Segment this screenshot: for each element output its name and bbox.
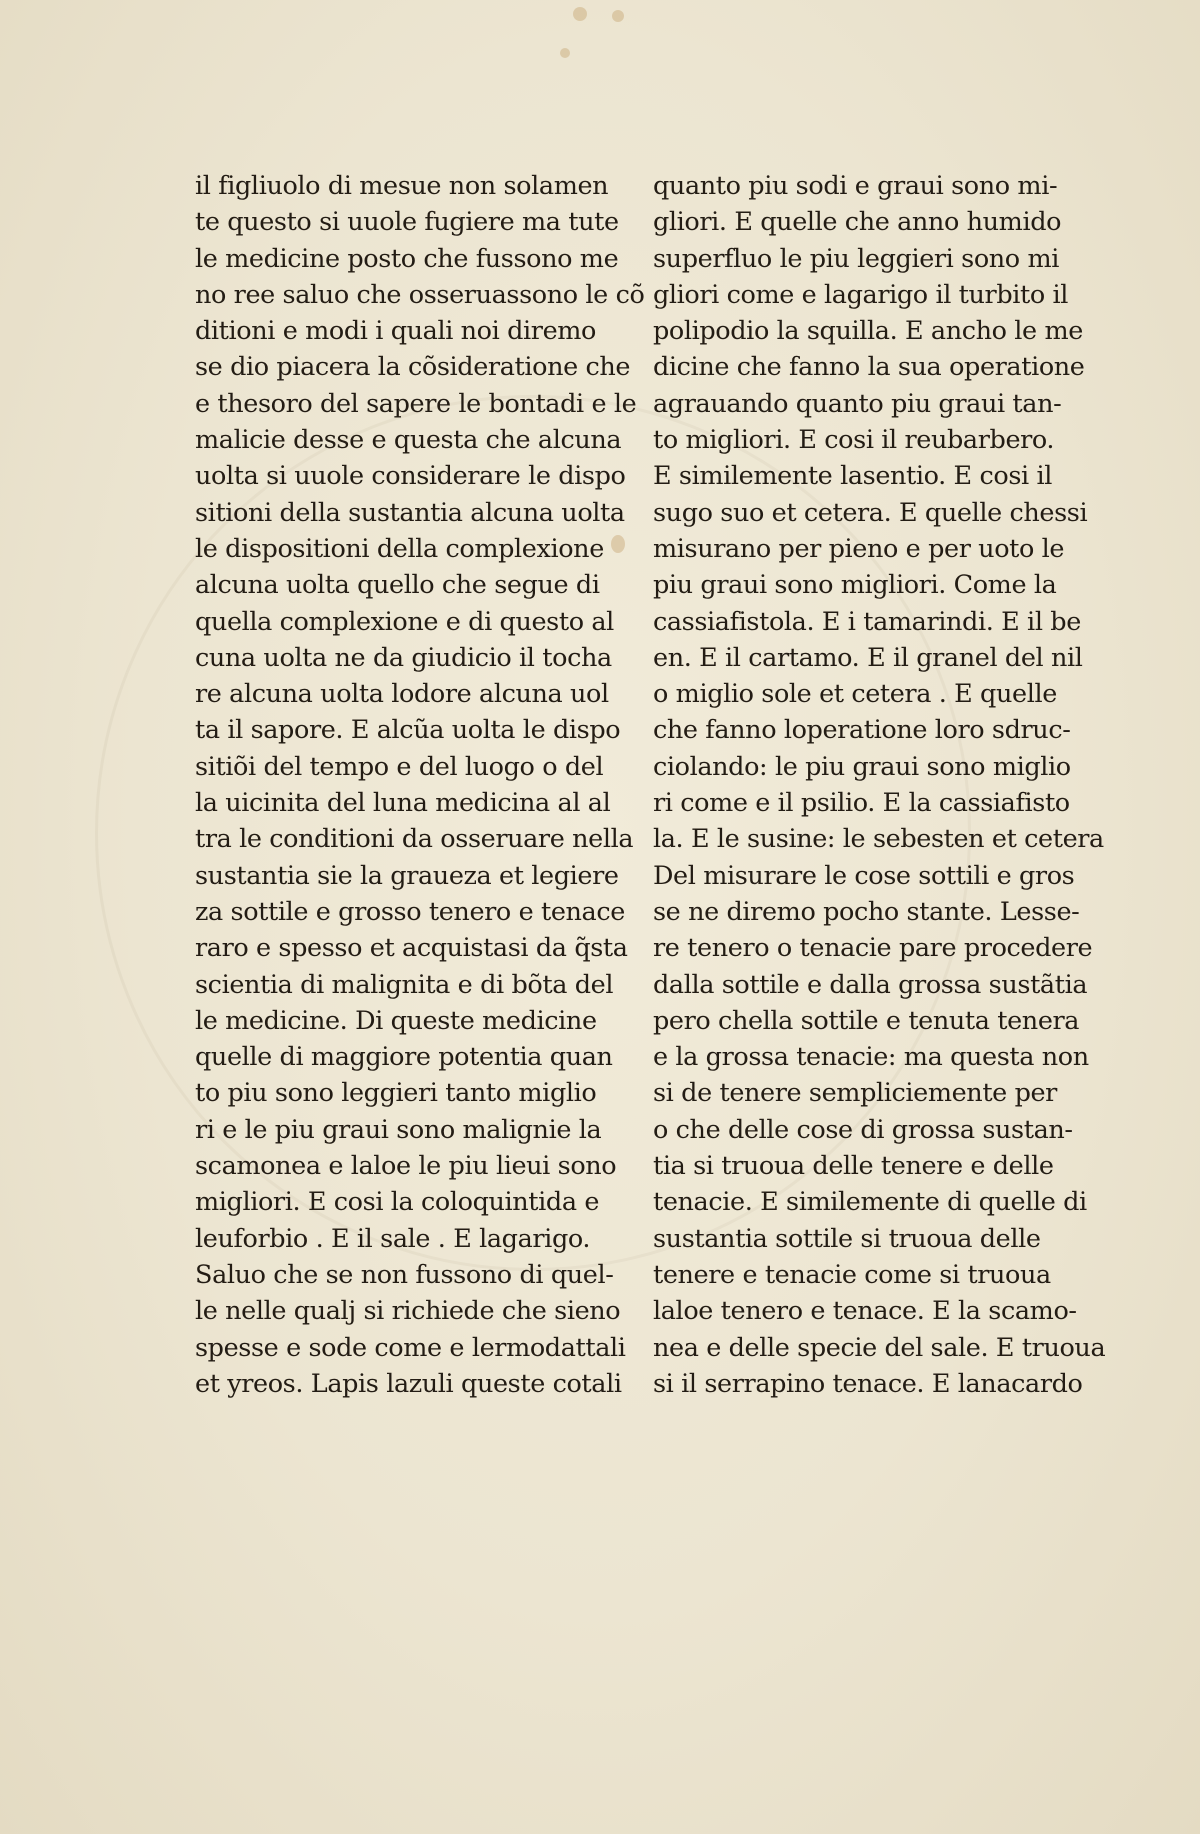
text-line: le dispositioni della complexione	[195, 533, 604, 564]
text-line: sugo suo et cetera. E quelle chessi	[653, 497, 1088, 528]
text-line: Saluo che se non fussono di quel-	[195, 1259, 614, 1290]
paper-stain	[560, 48, 570, 58]
text-line: gliori come e lagarigo il turbito il	[653, 279, 1069, 310]
paper-stain	[573, 7, 587, 21]
text-line: la. E le susine: le sebesten et cetera	[653, 824, 1104, 855]
text-line: la uicinita del luna medicina al al	[195, 788, 611, 819]
text-line: polipodio la squilla. E ancho le me	[653, 316, 1083, 347]
text-line: le nelle qualj si richiede che sieno	[195, 1296, 621, 1327]
text-line: malicie desse e questa che alcuna	[195, 425, 622, 456]
text-line: ta il sapore. E alcũa uolta le dispo	[195, 715, 621, 746]
text-line: cuna uolta ne da giudicio il tocha	[195, 642, 612, 673]
text-line: si de tenere sempliciemente per	[653, 1078, 1057, 1109]
text-line: superfluo le piu leggieri sono mi	[653, 243, 1059, 274]
paper-stain	[611, 535, 625, 553]
text-line: scientia di malignita e di bõta del	[195, 969, 614, 1000]
text-line: tenere e tenacie come si truoua	[653, 1259, 1051, 1290]
text-line: sustantia sottile si truoua delle	[653, 1223, 1041, 1254]
text-line: ri come e il psilio. E la cassiafisto	[653, 788, 1070, 819]
text-line: o miglio sole et cetera . E quelle	[653, 679, 1057, 710]
text-line: leuforbio . E il sale . E lagarigo.	[195, 1223, 591, 1254]
text-line: Del misurare le cose sottili e gros	[653, 860, 1075, 891]
text-line: e la grossa tenacie: ma questa non	[653, 1042, 1089, 1073]
right-text-column	[653, 168, 1106, 1402]
text-line: alcuna uolta quello che segue di	[195, 570, 600, 601]
text-line: o che delle cose di grossa sustan-	[653, 1114, 1073, 1145]
text-line: za sottile e grosso tenero e tenace	[195, 896, 625, 927]
text-line: gliori. E quelle che anno humido	[653, 207, 1062, 238]
text-line: no ree saluo che osseruassono le cõ	[195, 279, 645, 310]
text-line: e thesoro del sapere le bontadi e le	[195, 388, 637, 419]
text-line: cassiafistola. E i tamarindi. E il be	[653, 606, 1081, 637]
text-line: tia si truoua delle tenere e delle	[653, 1151, 1054, 1182]
text-line: E similemente lasentio. E cosi il	[653, 461, 1052, 492]
text-line: piu graui sono migliori. Come la	[653, 570, 1057, 601]
paper-stain	[612, 10, 624, 22]
text-line: tra le conditioni da osseruare nella	[195, 824, 634, 855]
text-line: ri e le piu graui sono malignie la	[195, 1114, 602, 1145]
text-line: le medicine posto che fussono me	[195, 243, 619, 274]
text-line: se ne diremo pocho stante. Lesse-	[653, 896, 1080, 927]
text-line: laloe tenero e tenace. E la scamo-	[653, 1296, 1077, 1327]
text-line: quella complexione e di questo al	[195, 606, 614, 637]
text-line: to piu sono leggieri tanto miglio	[195, 1078, 597, 1109]
text-line: sitiõi del tempo e del luogo o del	[195, 751, 604, 782]
text-line: to migliori. E cosi il reubarbero.	[653, 425, 1055, 456]
text-line: te questo si uuole fugiere ma tute	[195, 207, 619, 238]
text-line: spesse e sode come e lermodattali	[195, 1332, 626, 1363]
text-line: re tenero o tenacie pare procedere	[653, 933, 1093, 964]
text-line: le medicine. Di queste medicine	[195, 1005, 597, 1036]
left-text-column	[195, 168, 645, 1402]
text-line: et yreos. Lapis lazuli queste cotali	[195, 1368, 622, 1399]
text-line: quelle di maggiore potentia quan	[195, 1042, 613, 1073]
text-line: sustantia sie la graueza et legiere	[195, 860, 619, 891]
text-line: uolta si uuole considerare le dispo	[195, 461, 626, 492]
text-line: pero chella sottile e tenuta tenera	[653, 1005, 1080, 1036]
text-line: nea e delle specie del sale. E truoua	[653, 1332, 1106, 1363]
text-line: se dio piacera la cõsideratione che	[195, 352, 631, 383]
text-line: si il serrapino tenace. E lanacardo	[653, 1368, 1083, 1399]
text-line: dalla sottile e dalla grossa sustãtia	[653, 969, 1088, 1000]
text-line: raro e spesso et acquistasi da q̃sta	[195, 933, 628, 964]
text-line: re alcuna uolta lodore alcuna uol	[195, 679, 609, 710]
text-line: scamonea e laloe le piu lieui sono	[195, 1151, 617, 1182]
text-line: ciolando: le piu graui sono miglio	[653, 751, 1071, 782]
text-line: tenacie. E similemente di quelle di	[653, 1187, 1087, 1218]
text-line: misurano per pieno e per uoto le	[653, 533, 1065, 564]
text-line: dicine che fanno la sua operatione	[653, 352, 1085, 383]
text-line: quanto piu sodi e graui sono mi-	[653, 171, 1058, 201]
text-line: il figliuolo di mesue non solamen	[195, 171, 609, 201]
text-line: ditioni e modi i quali noi diremo	[195, 316, 596, 347]
text-line: agrauando quanto piu graui tan-	[653, 388, 1062, 419]
text-line: che fanno loperatione loro sdruc-	[653, 715, 1071, 746]
text-line: en. E il cartamo. E il granel del nil	[653, 642, 1083, 673]
text-line: migliori. E cosi la coloquintida e	[195, 1187, 600, 1218]
text-line: sitioni della sustantia alcuna uolta	[195, 497, 625, 528]
